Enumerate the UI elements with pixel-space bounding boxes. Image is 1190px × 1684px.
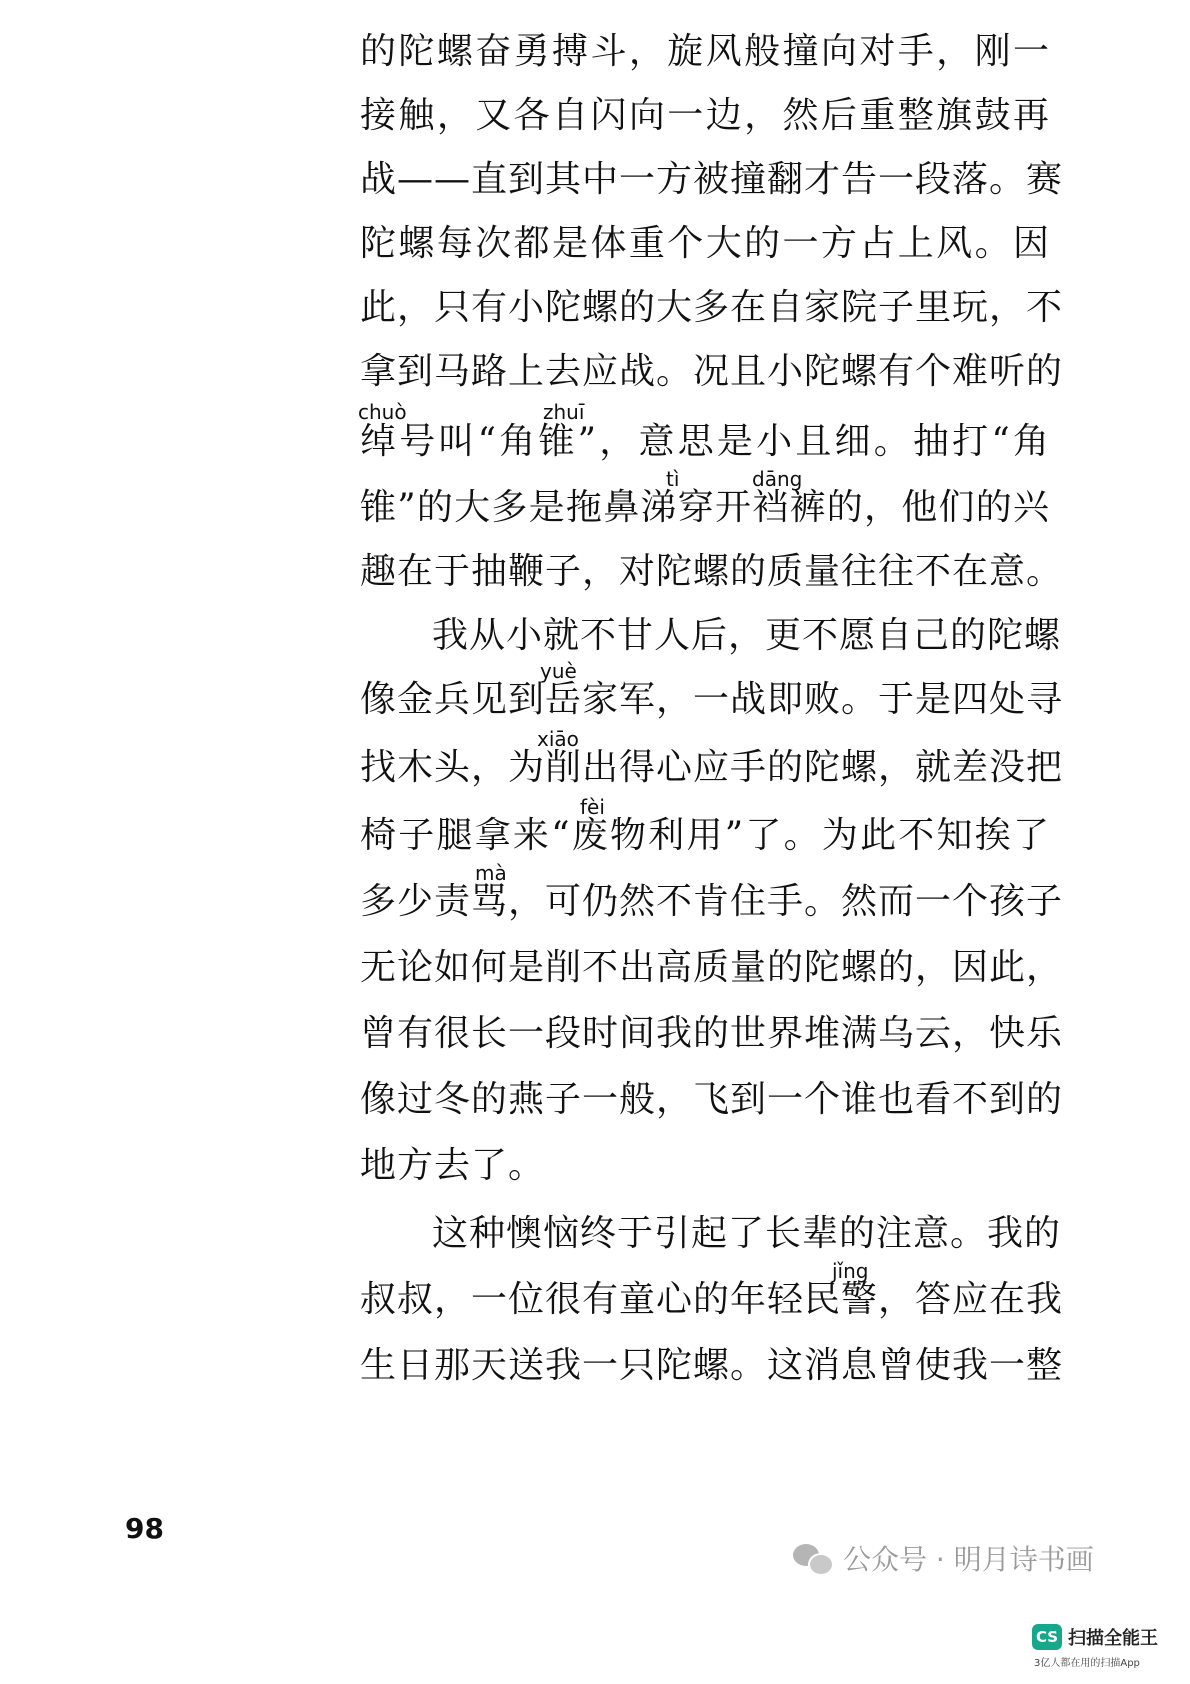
scanner-tagline: 3亿人都在用的扫描App	[1034, 1658, 1140, 1669]
pinyin-annotation: tì	[666, 467, 680, 491]
wechat-watermark	[793, 1538, 1094, 1578]
text-line: 战——直到其中一方被撞翻才告一段落。赛	[360, 159, 1064, 200]
scanner-app-name: 扫描全能王	[1068, 1628, 1158, 1649]
text-line: 叔叔，一位很有童心的年轻民警，答应在我	[360, 1279, 1064, 1320]
text-line: 生日那天送我一只陀螺。这消息曾使我一整	[360, 1345, 1064, 1386]
text-line: 无论如何是削不出高质量的陀螺的，因此，	[360, 947, 1064, 988]
wechat-icon	[793, 1542, 833, 1574]
text-line: 此，只有小陀螺的大多在自家院子里玩，不	[360, 287, 1064, 328]
paragraph-first-line: 我从小就不甘人后，更不愿自己的陀螺	[432, 615, 1062, 656]
camscanner-logo-icon: CS	[1032, 1624, 1062, 1650]
text-line: 陀螺每次都是体重个大的一方占上风。因	[360, 223, 1050, 264]
paragraph-first-line: 这种懊恼终于引起了长辈的注意。我的	[432, 1213, 1062, 1254]
pinyin-annotation: fèi	[580, 795, 605, 819]
text-line: 地方去了。	[360, 1145, 546, 1186]
pinyin-annotation: xiāo	[537, 727, 579, 751]
pinyin-annotation: chuò	[358, 400, 407, 424]
text-line: 曾有很长一段时间我的世界堆满乌云，快乐	[360, 1013, 1064, 1054]
pinyin-annotation: jǐng	[832, 1259, 869, 1283]
text-line: 拿到马路上去应战。况且小陀螺有个难听的	[360, 351, 1064, 392]
text-line: 绰号叫“角锥”，意思是小且细。抽打“角	[360, 421, 1050, 462]
text-line: 多少责骂，可仍然不肯住手。然而一个孩子	[360, 881, 1064, 922]
pinyin-annotation: mà	[475, 861, 507, 885]
text-line: 找木头，为削出得心应手的陀螺，就差没把	[360, 747, 1064, 788]
text-line: 的陀螺奋勇搏斗，旋风般撞向对手，刚一	[360, 31, 1050, 72]
text-line: 像金兵见到岳家军，一战即败。于是四处寻	[360, 679, 1064, 720]
text-line: 像过冬的燕子一般，飞到一个谁也看不到的	[360, 1079, 1064, 1120]
text-line: 接触，又各自闪向一边，然后重整旗鼓再	[360, 95, 1050, 136]
page-number: 98	[125, 1512, 164, 1545]
text-line: 椅子腿拿来“废物利用”了。为此不知挨了	[360, 815, 1050, 856]
text-line: 趣在于抽鞭子，对陀螺的质量往往不在意。	[360, 551, 1064, 592]
pinyin-annotation: dāng	[752, 467, 803, 491]
watermark-text: 公众号 · 明月诗书画	[843, 1543, 1094, 1576]
text-line: 锥”的大多是拖鼻涕穿开裆裤的，他们的兴	[360, 487, 1050, 528]
pinyin-annotation: yuè	[540, 659, 577, 683]
pinyin-annotation: zhuī	[543, 400, 585, 424]
scanner-badge	[1032, 1624, 1158, 1650]
